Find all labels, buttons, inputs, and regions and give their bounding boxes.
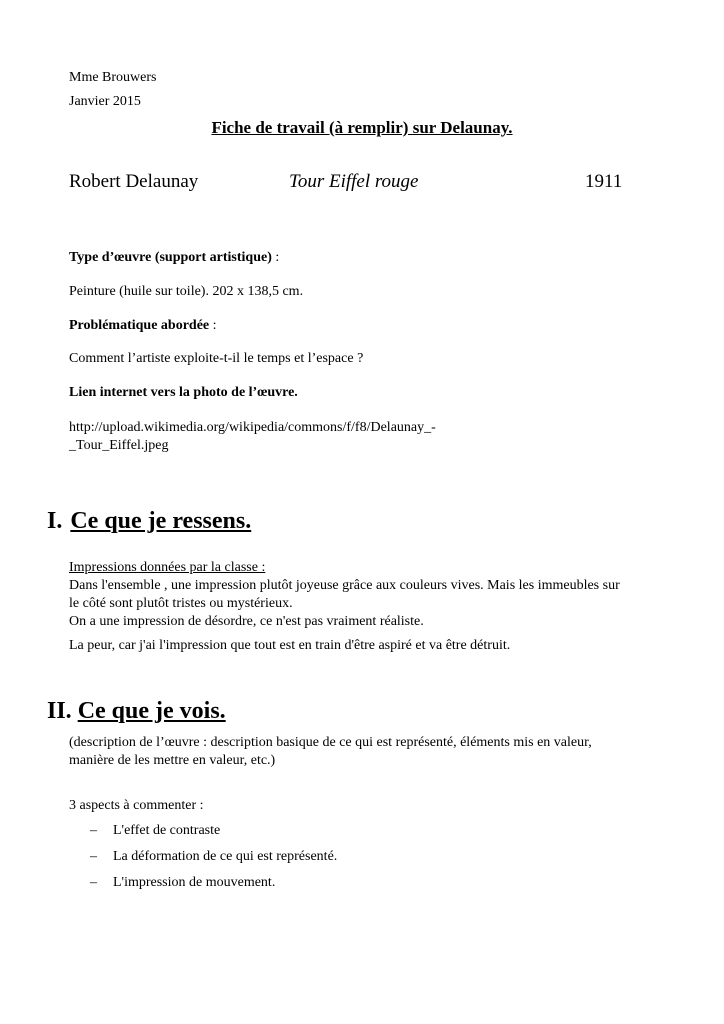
section-2-description: [69, 734, 659, 770]
impression-line-1: Dans l'ensemble , une impression plutôt joyeuse grâce aux couleurs vives. Mais les immeubles sur: [69, 578, 620, 593]
section-2-heading: [47, 698, 226, 725]
artwork-title: Tour Eiffel rouge: [289, 171, 419, 192]
artist-name: Robert Delaunay: [69, 171, 199, 192]
type-value: Peinture (huile sur toile). 202 x 138,5 cm.: [69, 284, 304, 299]
impression-line-4: La peur, car j'ai l'impression que tout est en train d'être aspiré et va être détruit.: [69, 638, 511, 653]
impressions-subtitle: Impressions données par la classe :: [69, 560, 266, 575]
aspect-label: La déformation de ce qui est représenté.: [113, 849, 338, 864]
section-2-title: Ce que je vois.: [77, 698, 226, 724]
description-line-1: (description de l’œuvre : description basique de ce qui est représenté, éléments mis en valeur,: [69, 735, 592, 750]
section-1-numeral: I.: [47, 508, 63, 534]
type-label: Type d’œuvre (support artistique): [69, 250, 272, 265]
problem-separator: :: [209, 318, 217, 333]
section-1-heading: [47, 508, 251, 535]
impression-line-3: On a une impression de désordre, ce n'est pas vraiment réaliste.: [69, 614, 424, 629]
bullet-dash: –: [90, 823, 97, 838]
list-item: [90, 872, 337, 898]
aspects-intro: 3 aspects à commenter :: [69, 798, 204, 813]
author-name: Mme Brouwers: [69, 70, 157, 85]
type-separator: :: [271, 250, 280, 265]
artwork-year: 1911: [585, 171, 623, 192]
aspect-label: L'impression de mouvement.: [113, 875, 276, 890]
description-line-2: manière de les mettre en valeur, etc.): [69, 753, 276, 768]
section-2-numeral: II.: [47, 698, 72, 724]
list-item: [90, 846, 337, 872]
bullet-dash: –: [90, 849, 97, 864]
link-label: Lien internet vers la photo de l’œuvre.: [69, 385, 298, 400]
artwork-link[interactable]: [69, 419, 659, 455]
page-title: Fiche de travail (à remplir) sur Delaunay.: [211, 118, 513, 137]
section-1-title: Ce que je ressens.: [70, 508, 252, 534]
link-line-1: http://upload.wikimedia.org/wikipedia/commons/f/f8/Delaunay_-: [69, 420, 436, 435]
type-field: [69, 249, 659, 267]
aspects-list: [90, 820, 337, 898]
document-date: Janvier 2015: [69, 94, 141, 109]
problem-value: Comment l’artiste exploite-t-il le temps et l’espace ?: [69, 351, 364, 366]
list-item: [90, 820, 337, 846]
section-1-body: [69, 559, 659, 655]
aspect-label: L'effet de contraste: [113, 823, 221, 838]
impression-line-2: le côté sont plutôt tristes ou mystérieux.: [69, 596, 293, 611]
problem-label: Problématique abordée: [69, 318, 210, 333]
problem-field: [69, 317, 659, 335]
bullet-dash: –: [90, 875, 97, 890]
link-line-2: _Tour_Eiffel.jpeg: [69, 438, 169, 453]
